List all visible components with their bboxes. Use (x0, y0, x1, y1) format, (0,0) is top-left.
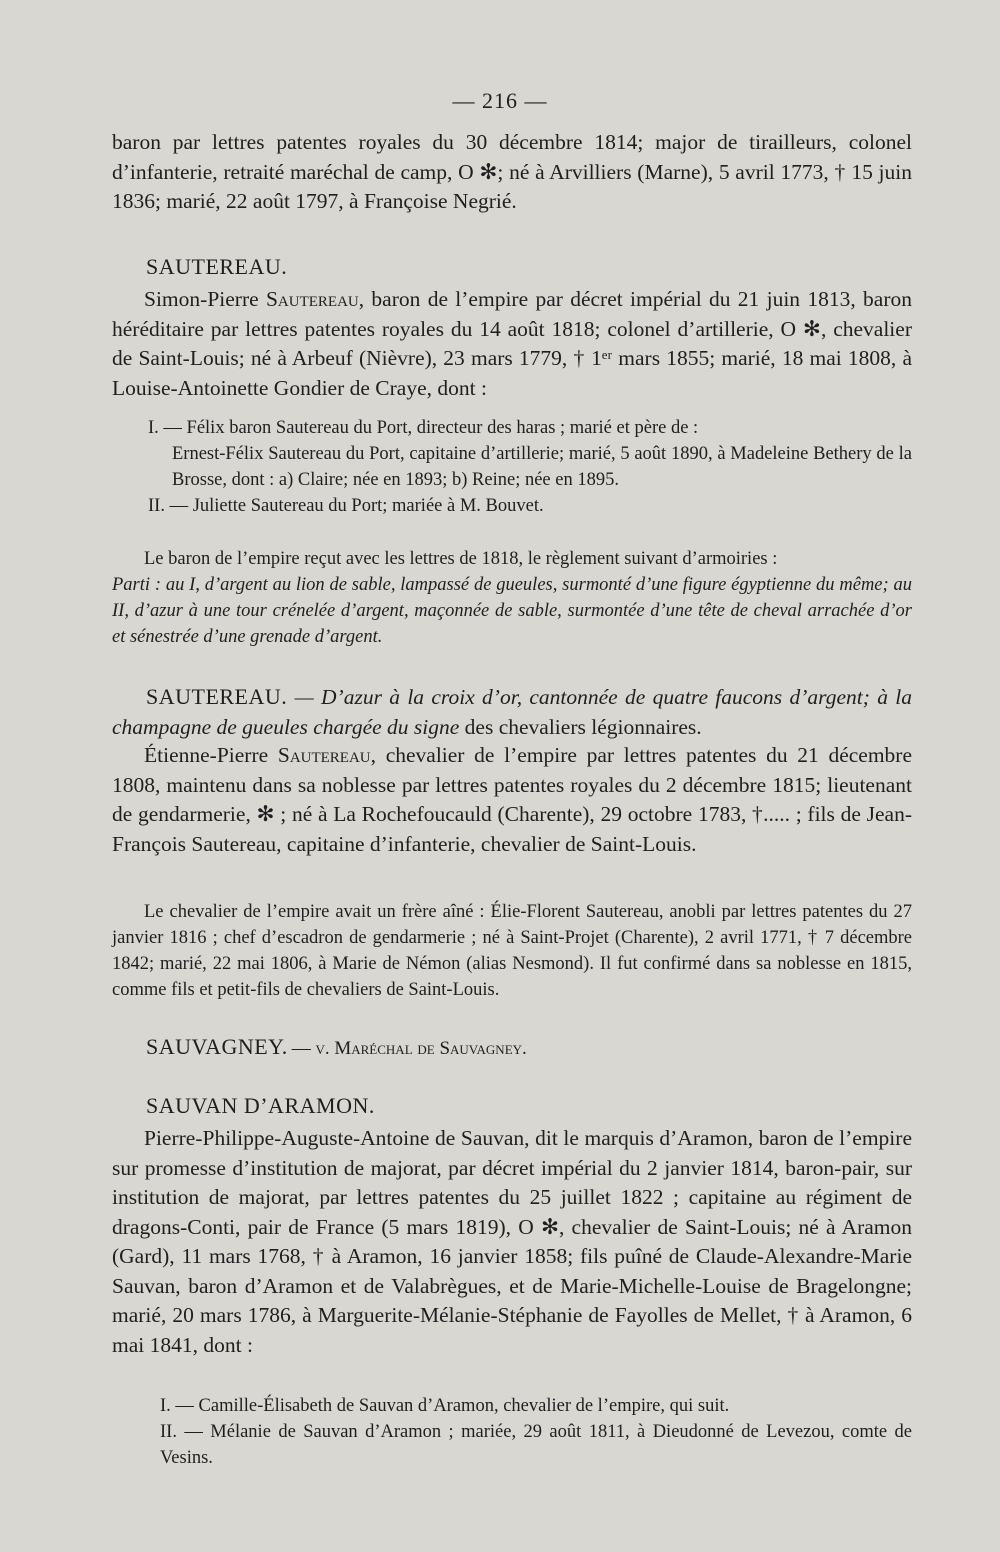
entry-sautereau-2: SAUTEREAU. — D’azur à la croix d’or, cantonnée de quatre faucons d’argent; à la champagne de gueules chargée du signe des chevaliers légionnaires. (112, 684, 912, 739)
sautereau-simon-pierre-paragraph: Simon-Pierre Sautereau, baron de l’empire par décret impérial du 21 juin 1813, baron héréditaire par lettres patentes royales du 14 août 1818; colonel d’artillerie, O ✻, chevalier de Saint-Louis; né à Arbeuf (Nièvre), 23 mars 1779, † 1ᵉʳ mars 1855; marié, 18 mai 1808, à Louise-Antoinette Gondier de Craye, dont : (112, 287, 912, 400)
sautereau-etienne-pierre-paragraph: Étienne-Pierre Sautereau, chevalier de l’empire par lettres patentes du 21 décembre 1808, maintenu dans sa noblesse par lettres patentes royales du 2 décembre 1815; lieutenant de gendarmerie, ✻ ; né à La Rochefoucauld (Charente), 29 octobre 1783, †..... ; fils de Jean-François Sautereau, capitaine d’infanterie, chevalier de Saint-Louis. (112, 743, 912, 856)
list-item: I. — Félix baron Sautereau du Port, directeur des haras ; marié et père de : (148, 418, 699, 438)
surname: Sautereau (265, 287, 359, 311)
entry-heading-sautereau: SAUTEREAU. (146, 254, 288, 279)
intro-paragraph: baron par lettres patentes royales du 30 décembre 1814; major de tirailleurs, colonel d’infanterie, retraité maréchal de camp, O ✻; né à Arvilliers (Marne), 5 avril 1773, † 15 juin 1836; marié, 22 août 1797, à Françoise Negrié. (112, 130, 912, 213)
sauvan-paragraph: Pierre-Philippe-Auguste-Antoine de Sauvan, dit le marquis d’Aramon, baron de l’empire sur promesse d’institution de majorat, par décret impérial du 2 janvier 1814, baron-pair, sur institution de majorat, par lettres patentes du 25 juillet 1822 ; capitaine au régiment de dragons-Conti, pair de France (5 mars 1819), O ✻, chevalier de Saint-Louis; né à Aramon (Gard), 11 mars 1768, † à Aramon, 16 janvier 1858; fils puîné de Claude-Alexandre-Marie Sauvan, baron d’Aramon et de Valabrègues, et de Marie-Michelle-Louise de Bragelongne; marié, 20 mars 1786, à Marguerite-Mélanie-Stéphanie de Fayolles de Mellet, † à Aramon, 6 mai 1841, dont : (112, 1126, 912, 1357)
entry-sauvagney (146, 1034, 912, 1060)
list-item: II. — Mélanie de Sauvan d’Aramon ; mariée, 29 août 1811, à Dieudonné de Levezou, comte de Vesins. (160, 1422, 912, 1468)
brother-paragraph: Le chevalier de l’empire avait un frère aîné : Élie-Florent Sautereau, anobli par lettres patentes du 27 janvier 1816 ; chef d’escadron de gendarmerie ; né à Saint-Projet (Charente), 2 avril 1771, † 7 décembre 1842; marié, 22 mai 1806, à Marie de Némon (alias Nesmond). Il fut confirmé dans sa noblesse en 1815, comme fils et petit-fils de chevaliers de Saint-Louis. (112, 902, 912, 1000)
children-list (112, 415, 912, 519)
surname: Sautereau (277, 743, 371, 767)
entry-heading-sauvan: SAUVAN D’ARAMON. (146, 1093, 375, 1118)
entry-heading-sautereau: SAUTEREAU. (146, 684, 288, 709)
arms-paragraph: Le baron de l’empire reçut avec les lettres de 1818, le règlement suivant d’armoiries : Parti : au I, d’argent au lion de sable, lampassé de gueules, surmonté d’une figure égyptienne du même; au II, d’azur à une tour crénelée d’argent, maçonnée de sable, surmontée d’une tête de cheval arrachée d’or et sénestrée d’une grenade d’argent. (112, 546, 912, 650)
arms-blazon: Parti : au I, d’argent au lion de sable, lampassé de gueules, surmonté d’une figure égyptienne du même; au II, d’azur à une tour crénelée d’argent, maçonnée de sable, surmontée d’une tête de cheval arrachée d’or et sénestrée d’une grenade d’argent. (112, 575, 912, 647)
page-number: — 216 — (452, 88, 548, 113)
list-item: II. — Juliette Sautereau du Port; mariée à M. Bouvet. (148, 496, 544, 516)
children-list (112, 1393, 912, 1471)
list-item: I. — Camille-Élisabeth de Sauvan d’Aramon, chevalier de l’empire, qui suit. (160, 1396, 730, 1416)
arms-blazon: — D’azur à la croix d’or, cantonnée de quatre faucons d’argent; à la champagne de gueules chargée du signe (112, 685, 912, 739)
list-item-sub: Ernest-Félix Sautereau du Port, capitaine d’artillerie; marié, 5 août 1890, à Madeleine Bethery de la Brosse, dont : a) Claire; née en 1893; b) Reine; née en 1895. (172, 444, 912, 490)
cross-reference: — v. Maréchal de Sauvagney. (291, 1038, 527, 1059)
entry-heading-sauvagney: SAUVAGNEY. (146, 1034, 288, 1059)
